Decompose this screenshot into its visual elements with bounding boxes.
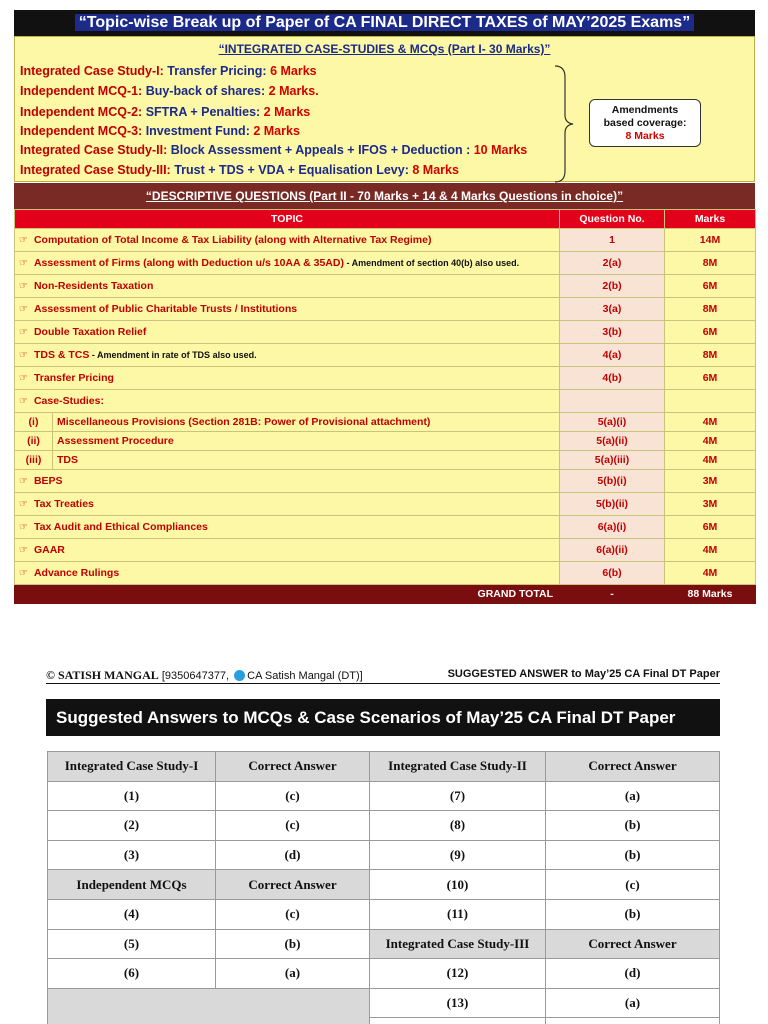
table-row: ☞ Advance Rulings 6(b) 4M — [15, 562, 756, 585]
pointing-hand-icon: ☞ — [19, 545, 28, 556]
table-row: (4) (c) (11) (b) — [48, 899, 720, 929]
case-line: Independent MCQ-1: Buy-back of shares: 2 Marks. — [20, 84, 319, 98]
case-line: Independent MCQ-3: Investment Fund: 2 Marks — [20, 124, 300, 138]
table-row: ☞ Tax Audit and Ethical Compliances 6(a)(i) 6M — [15, 516, 756, 539]
pointing-hand-icon: ☞ — [19, 499, 28, 510]
pointing-hand-icon: ☞ — [19, 476, 28, 487]
pointing-hand-icon: ☞ — [19, 373, 28, 384]
table-row: (3) (d) (9) (b) — [48, 840, 720, 870]
telegram-icon — [234, 670, 245, 681]
table-row: ☞ Non-Residents Taxation 2(b) 6M — [15, 275, 756, 298]
column-header: TOPIC — [15, 210, 560, 229]
table-row: ☞ Computation of Total Income & Tax Liability (along with Alternative Tax Regime) 1 14M — [15, 229, 756, 252]
case-line: Independent MCQ-2: SFTRA + Penalties: 2 Marks — [20, 105, 311, 119]
column-header: Question No. — [560, 210, 665, 229]
pointing-hand-icon: ☞ — [19, 304, 28, 315]
table-row: Integrated Case Study-I Correct Answer Integrated Case Study-II Correct Answer — [48, 752, 720, 782]
table-row: ☞ BEPS 5(b)(i) 3M — [15, 470, 756, 493]
table-row: Independent MCQs Correct Answer (10) (c) — [48, 870, 720, 900]
grand-total-row: GRAND TOTAL - 88 Marks — [15, 585, 756, 604]
table-row: ☞ Assessment of Public Charitable Trusts / Institutions 3(a) 8M — [15, 298, 756, 321]
table-row: ☞ Double Taxation Relief 3(b) 6M — [15, 321, 756, 344]
pointing-hand-icon: ☞ — [19, 350, 28, 361]
table-row: ☞ Case-Studies: — [15, 390, 756, 413]
document-title: “Topic-wise Break up of Paper of CA FINAL DIRECT TAXES of MAY’2025 Exams” — [14, 10, 755, 36]
pointing-hand-icon: ☞ — [19, 522, 28, 533]
table-row: (5) (b) Integrated Case Study-III Correct Answer — [48, 929, 720, 959]
pointing-hand-icon: ☞ — [19, 568, 28, 579]
case-line: Integrated Case Study-I: Transfer Pricing: 6 Marks — [20, 64, 317, 78]
table-row: (13) (a) — [48, 988, 720, 1018]
table-row: (iii) TDS 5(a)(iii) 4M — [15, 451, 756, 470]
copyright-line: © SATISH MANGAL [9350647377, CA Satish Mangal (DT)] SUGGESTED ANSWER to May’25 CA Final DT Paper — [46, 668, 720, 682]
case-line: Integrated Case Study-II: Block Assessment + Appeals + IFOS + Deduction : 10 Marks — [20, 143, 528, 157]
table-row: (i) Miscellaneous Provisions (Section 281B: Power of Provisional attachment) 5(a)(i) 4M — [15, 413, 756, 432]
answers-title: Suggested Answers to MCQs & Case Scenarios of May’25 CA Final DT Paper — [46, 699, 720, 736]
answers-table — [47, 751, 720, 1024]
table-row: ☞ Transfer Pricing 4(b) 6M — [15, 367, 756, 390]
table-row: ☞ Tax Treaties 5(b)(ii) 3M — [15, 493, 756, 516]
table-row: ☞ TDS & TCS - Amendment in rate of TDS also used. 4(a) 8M — [15, 344, 756, 367]
pointing-hand-icon: ☞ — [19, 396, 28, 407]
pointing-hand-icon: ☞ — [19, 327, 28, 338]
descriptive-heading: “DESCRIPTIVE QUESTIONS (Part II - 70 Marks + 14 & 4 Marks Questions in choice)” — [14, 183, 755, 209]
table-row: (1) (c) (7) (a) — [48, 781, 720, 811]
table-row: (2) (c) (8) (b) — [48, 811, 720, 841]
footer-right-text: SUGGESTED ANSWER to May’25 CA Final DT Paper — [447, 668, 720, 680]
pointing-hand-icon: ☞ — [19, 281, 28, 292]
integrated-section — [14, 36, 755, 182]
case-line: Integrated Case Study-III: Trust + TDS + VDA + Equalisation Levy: 8 Marks — [20, 163, 459, 177]
amendments-callout: Amendments based coverage: 8 Marks — [589, 99, 701, 147]
table-row: (6) (a) (12) (d) — [48, 959, 720, 989]
pointing-hand-icon: ☞ — [19, 258, 28, 269]
topic-table — [14, 209, 756, 604]
column-header: Marks — [665, 210, 756, 229]
curly-brace-icon — [553, 65, 575, 183]
integrated-heading: “INTEGRATED CASE-STUDIES & MCQs (Part I- 30 Marks)” — [218, 42, 551, 56]
table-row: (ii) Assessment Procedure 5(a)(ii) 4M — [15, 432, 756, 451]
table-row: ☞ Assessment of Firms (along with Deduction u/s 10AA & 35AD) - Amendment of section 40(b) also used. 2(a) 8M — [15, 252, 756, 275]
table-row: ☞ GAAR 6(a)(ii) 4M — [15, 539, 756, 562]
pointing-hand-icon: ☞ — [19, 235, 28, 246]
topic-table-header — [15, 210, 756, 229]
